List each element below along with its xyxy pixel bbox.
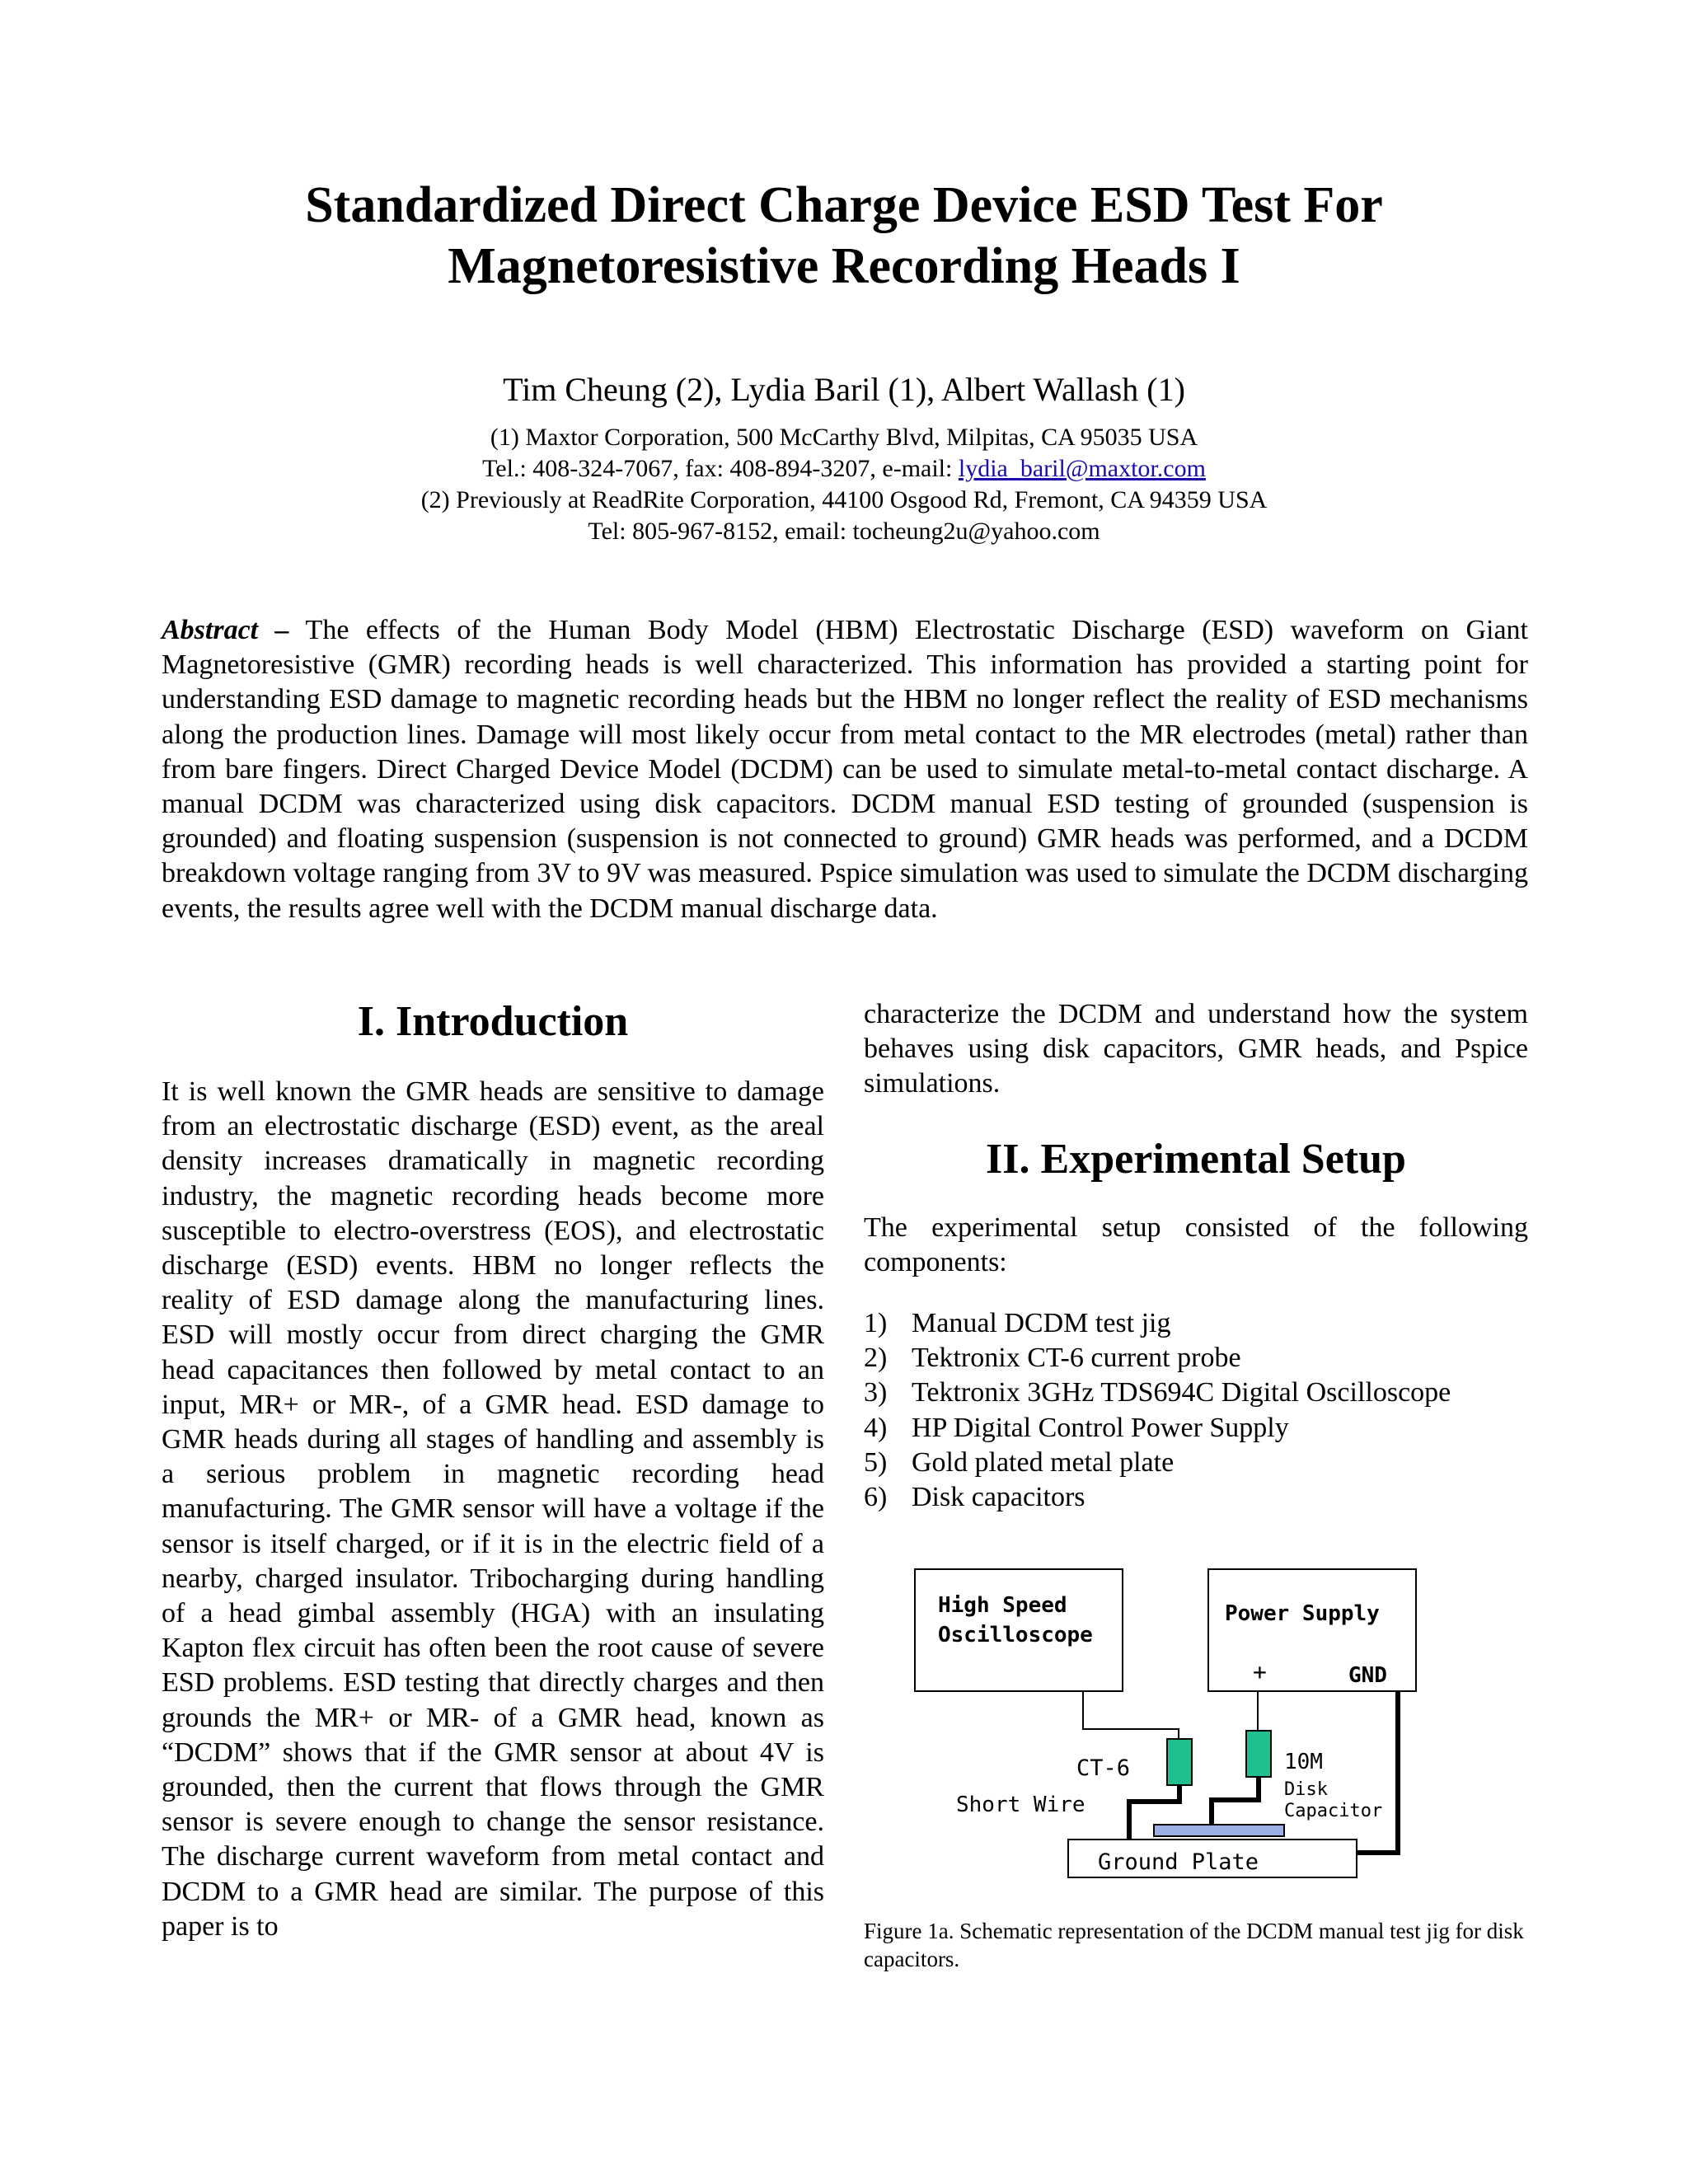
experimental-setup-text: The experimental setup consisted of the following components:	[864, 1212, 1528, 1277]
gnd-terminal: GND	[1348, 1663, 1387, 1688]
introduction-heading: I. Introduction	[357, 998, 629, 1045]
figure-caption: Figure 1a. Schematic representation of the DCDM manual test jig for disk capacitors.	[864, 1919, 1524, 1971]
oscilloscope-label-1: High Speed	[938, 1593, 1067, 1618]
probe-cable	[1083, 1691, 1179, 1739]
ct6-probe	[1167, 1739, 1192, 1785]
disk-label: Disk	[1284, 1779, 1328, 1800]
list-item: 4) HP Digital Control Power Supply	[864, 1412, 1289, 1443]
ground-plate-label: Ground Plate	[1098, 1849, 1259, 1875]
resistor-10m	[1246, 1731, 1271, 1777]
affiliation-2: (2) Previously at ReadRite Corporation, 44100 Osgood Rd, Fremont, CA 94359 USA	[420, 486, 1268, 513]
components-list	[864, 1306, 1528, 1515]
power-supply-label: Power Supply	[1225, 1601, 1380, 1626]
experimental-setup-heading: II. Experimental Setup	[986, 1135, 1406, 1183]
list-item: 2) Tektronix CT-6 current probe	[864, 1343, 1241, 1374]
abstract-label: Abstract –	[162, 615, 289, 645]
list-item: 1) Manual DCDM test jig	[864, 1308, 1171, 1339]
authors: Tim Cheung (2), Lydia Baril (1), Albert Wallash (1)	[503, 371, 1185, 408]
disk-capacitor	[1154, 1825, 1284, 1836]
ground-wire	[1357, 1691, 1398, 1853]
short-wire-label: Short Wire	[956, 1793, 1085, 1817]
affiliation-2-contact: Tel: 805-967-8152, email: tocheung2u@yahoo.com	[588, 518, 1100, 545]
introduction-continued: characterize the DCDM and understand how the system behaves using disk capacitors, GMR heads, and Pspice simulations.	[864, 999, 1528, 1099]
plus-terminal: +	[1253, 1658, 1267, 1685]
paper-title	[0, 175, 1688, 297]
title-line-1: Standardized Direct Charge Device ESD Test For	[305, 177, 1383, 233]
charge-wire	[1212, 1777, 1259, 1825]
right-column	[864, 997, 1528, 1515]
left-column	[162, 996, 824, 1944]
resistor-label: 10M	[1284, 1750, 1323, 1774]
abstract-text: The effects of the Human Body Model (HBM) Electrostatic Discharge (ESD) waveform on Giant Magnetoresistive (GMR) recording heads is well characterized. This information has provided a starting point for understanding ESD damage to magnetic recording heads but the HBM no longer reflect the reality of ESD mechanisms along the production lines. Damage will most likely occur from metal contact to the MR electrodes (metal) rather than from bare fingers. Direct Charged Device Model (DCDM) can be used to simulate metal-to-metal contact discharge. A manual DCDM was characterized using disk capacitors. DCDM manual ESD testing of grounded (suspension is grounded) and floating suspension (suspension is not connected to ground) GMR heads was performed, and a DCDM breakdown voltage ranging from 3V to 9V was measured. Pspice simulation was used to simulate the DCDM discharging events, the results agree well with the DCDM manual discharge data.	[162, 615, 1529, 924]
list-item: 6) Disk capacitors	[864, 1482, 1085, 1513]
title-line-2: Magnetoresistive Recording Heads I	[448, 238, 1240, 294]
affiliations	[0, 422, 1688, 547]
introduction-text: It is well known the GMR heads are sensitive to damage from an electrostatic discharge (ESD) event, as the areal density increases dramatically in magnetic recording industry, the magnetic recording heads become more susceptible to electro-overstress (EOS), and electrostatic discharge (ESD) events. HBM no longer reflects the reality of ESD damage along the manufacturing lines. ESD will mostly occur from direct charging the GMR head capacitances then followed by metal contact to an input, MR+ or MR-, of a GMR head. ESD damage to GMR heads during all stages of handling and assembly is a serious problem in magnetic recording head manufacturing. The GMR sensor will have a voltage if the sensor is itself charged, or if it is in the electric field of a nearby, charged insulator. Tribocharging during handling of a head gimbal assembly (HGA) with an insulating Kapton flex circuit has often been the root cause of severe ESD problems. ESD testing that directly charges and then grounds the MR+ or MR- of a GMR head, known as “DCDM” shows that if the GMR sensor at about 4V is grounded, then the current that flows through the GMR sensor is severe enough to change the sensor resistance. The discharge current waveform from metal contact and DCDM to a GMR head are similar. The purpose of this paper is to	[162, 1076, 824, 1942]
ct6-label: CT-6	[1076, 1755, 1131, 1781]
abstract	[162, 613, 1528, 926]
email-link[interactable]: lydia_baril@maxtor.com	[958, 455, 1206, 482]
list-item: 3) Tektronix 3GHz TDS694C Digital Oscilloscope	[864, 1377, 1451, 1408]
affiliation-1: (1) Maxtor Corporation, 500 McCarthy Blvd, Milpitas, CA 95035 USA	[490, 424, 1198, 451]
affiliation-1-contact: Tel.: 408-324-7067, fax: 408-894-3207, e-mail: lydia_baril@maxtor.com	[482, 455, 1206, 482]
oscilloscope-label-2: Oscilloscope	[938, 1623, 1093, 1647]
capacitor-label: Capacitor	[1284, 1801, 1383, 1821]
list-item: 5) Gold plated metal plate	[864, 1446, 1175, 1478]
dcdm-schematic-figure	[907, 1563, 1418, 1892]
